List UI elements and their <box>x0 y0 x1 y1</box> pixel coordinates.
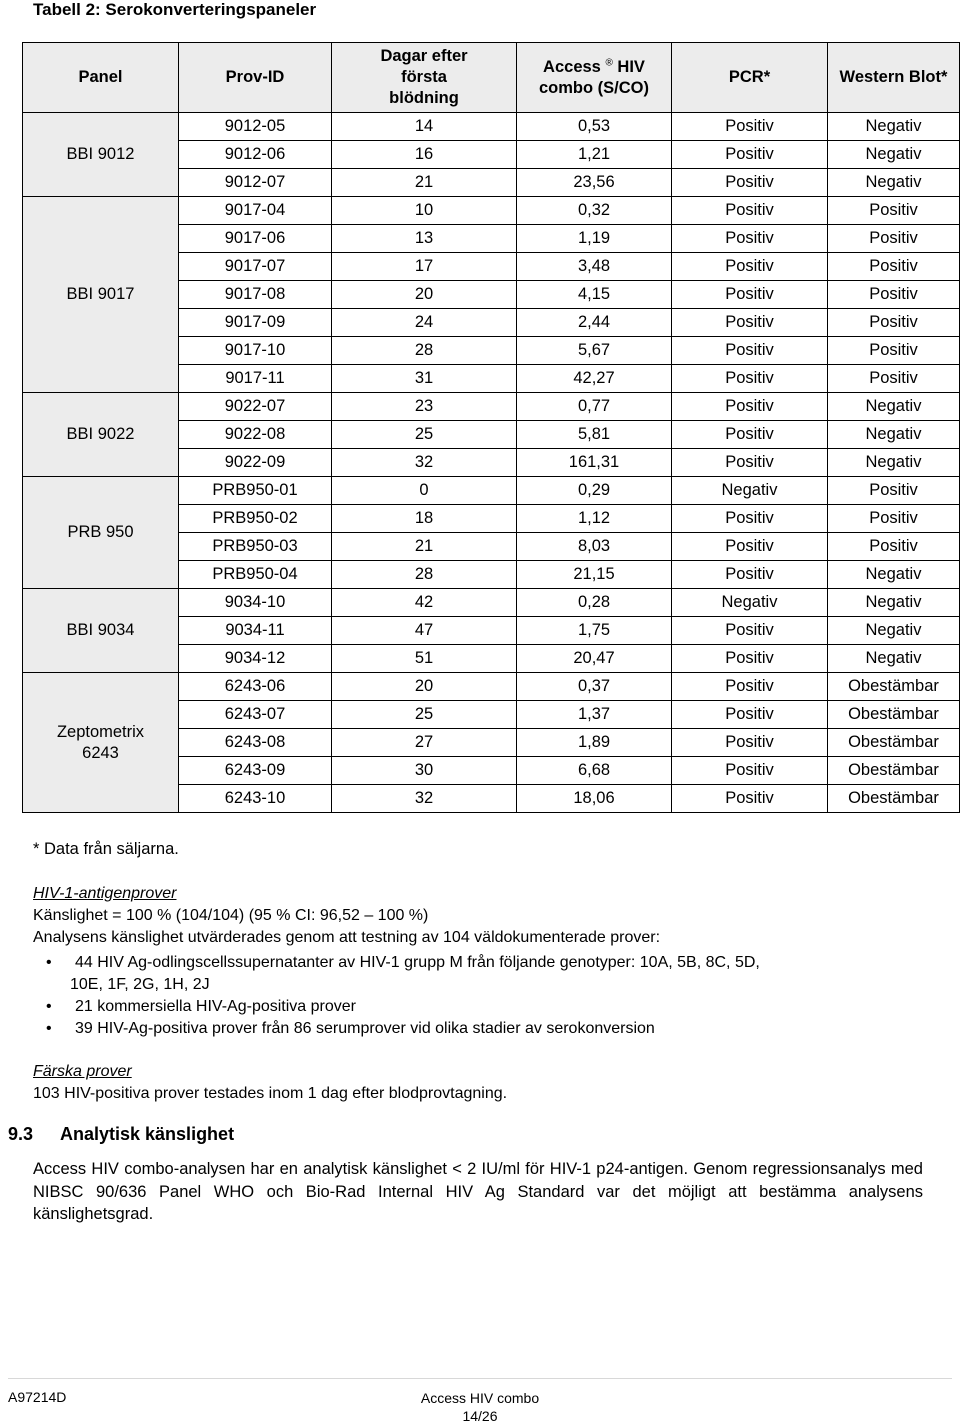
header-prov-id: Prov-ID <box>179 43 332 113</box>
bullet-text: 21 kommersiella HIV-Ag-positiva prover <box>75 998 356 1015</box>
cell-western-blot: Positiv <box>828 533 960 561</box>
header-access-line2: combo (S/CO) <box>539 78 649 97</box>
bullet-icon: • <box>46 998 52 1015</box>
bullet-text: 10E, 1F, 2G, 1H, 2J <box>70 976 210 993</box>
cell-days: 25 <box>332 421 517 449</box>
list-item <box>33 996 933 1018</box>
cell-days: 14 <box>332 113 517 141</box>
cell-days: 25 <box>332 701 517 729</box>
bullet-text: 39 HIV-Ag-positiva prover från 86 serumprover vid olika stadier av serokonversion <box>75 1020 655 1037</box>
cell-pcr: Negativ <box>672 589 828 617</box>
table-row <box>23 393 960 421</box>
cell-pcr: Positiv <box>672 281 828 309</box>
cell-prov-id: 6243-08 <box>179 729 332 757</box>
table-row <box>23 113 960 141</box>
cell-days: 16 <box>332 141 517 169</box>
cell-pcr: Positiv <box>672 449 828 477</box>
bullet-icon: • <box>46 1020 52 1037</box>
cell-western-blot: Obestämbar <box>828 701 960 729</box>
cell-access-value: 4,15 <box>517 281 672 309</box>
cell-prov-id: 9022-07 <box>179 393 332 421</box>
cell-pcr: Positiv <box>672 757 828 785</box>
cell-western-blot: Negativ <box>828 393 960 421</box>
cell-days: 24 <box>332 309 517 337</box>
cell-access-value: 161,31 <box>517 449 672 477</box>
cell-western-blot: Positiv <box>828 197 960 225</box>
cell-access-value: 1,75 <box>517 617 672 645</box>
cell-pcr: Positiv <box>672 561 828 589</box>
cell-prov-id: 9017-10 <box>179 337 332 365</box>
footer-product: Access HIV combo <box>420 1390 540 1406</box>
cell-prov-id: 6243-09 <box>179 757 332 785</box>
registered-mark: ® <box>605 57 613 68</box>
cell-prov-id: 9017-06 <box>179 225 332 253</box>
table-row <box>23 673 960 701</box>
cell-access-value: 0,32 <box>517 197 672 225</box>
list-item <box>33 1018 933 1040</box>
cell-prov-id: 9017-08 <box>179 281 332 309</box>
section-number: 9.3 <box>8 1124 34 1144</box>
panel-name-cell <box>23 197 179 393</box>
cell-prov-id: PRB950-02 <box>179 505 332 533</box>
cell-access-value: 3,48 <box>517 253 672 281</box>
cell-days: 27 <box>332 729 517 757</box>
panel-name-line: BBI 9022 <box>66 425 135 443</box>
panel-name-line: BBI 9034 <box>66 621 135 639</box>
cell-western-blot: Positiv <box>828 225 960 253</box>
cell-days: 20 <box>332 673 517 701</box>
cell-days: 32 <box>332 449 517 477</box>
cell-days: 42 <box>332 589 517 617</box>
cell-pcr: Positiv <box>672 309 828 337</box>
footnote: * Data från säljarna. <box>33 840 179 858</box>
cell-pcr: Positiv <box>672 505 828 533</box>
cell-western-blot: Obestämbar <box>828 785 960 813</box>
cell-western-blot: Positiv <box>828 337 960 365</box>
cell-western-blot: Obestämbar <box>828 757 960 785</box>
footer-divider <box>8 1378 952 1379</box>
cell-prov-id: 9012-06 <box>179 141 332 169</box>
table-row <box>23 197 960 225</box>
cell-western-blot: Obestämbar <box>828 673 960 701</box>
header-days-line3: blödning <box>389 89 459 107</box>
fresh-heading: Färska prover <box>33 1063 132 1080</box>
table-body <box>23 113 960 813</box>
cell-pcr: Positiv <box>672 253 828 281</box>
cell-western-blot: Negativ <box>828 421 960 449</box>
cell-days: 17 <box>332 253 517 281</box>
cell-western-blot: Negativ <box>828 449 960 477</box>
cell-access-value: 5,81 <box>517 421 672 449</box>
cell-pcr: Positiv <box>672 113 828 141</box>
cell-days: 47 <box>332 617 517 645</box>
cell-pcr: Positiv <box>672 673 828 701</box>
cell-western-blot: Positiv <box>828 281 960 309</box>
cell-access-value: 42,27 <box>517 365 672 393</box>
cell-days: 28 <box>332 337 517 365</box>
antigen-heading: HIV-1-antigenprover <box>33 885 177 902</box>
panel-name-cell <box>23 673 179 813</box>
section-heading <box>8 1124 234 1145</box>
cell-access-value: 20,47 <box>517 645 672 673</box>
cell-prov-id: 9022-08 <box>179 421 332 449</box>
antigen-intro: Analysens känslighet utvärderades genom att testning av 104 väldokumenterade prover: <box>33 929 661 946</box>
cell-western-blot: Negativ <box>828 589 960 617</box>
cell-days: 31 <box>332 365 517 393</box>
header-western-blot: Western Blot* <box>828 43 960 113</box>
cell-prov-id: 9034-12 <box>179 645 332 673</box>
cell-access-value: 1,19 <box>517 225 672 253</box>
header-days-line1: Dagar efter <box>380 47 468 65</box>
cell-western-blot: Negativ <box>828 617 960 645</box>
panel-name-line: 6243 <box>82 743 119 762</box>
cell-pcr: Positiv <box>672 617 828 645</box>
cell-prov-id: 9017-07 <box>179 253 332 281</box>
cell-prov-id: 6243-07 <box>179 701 332 729</box>
cell-access-value: 0,29 <box>517 477 672 505</box>
cell-days: 13 <box>332 225 517 253</box>
cell-pcr: Positiv <box>672 225 828 253</box>
cell-western-blot: Obestämbar <box>828 729 960 757</box>
cell-days: 0 <box>332 477 517 505</box>
cell-prov-id: 9022-09 <box>179 449 332 477</box>
cell-western-blot: Positiv <box>828 253 960 281</box>
cell-pcr: Positiv <box>672 169 828 197</box>
header-days <box>332 43 517 113</box>
cell-pcr: Positiv <box>672 533 828 561</box>
cell-prov-id: PRB950-01 <box>179 477 332 505</box>
list-item <box>33 952 933 974</box>
cell-days: 21 <box>332 533 517 561</box>
cell-pcr: Positiv <box>672 197 828 225</box>
cell-prov-id: 9017-09 <box>179 309 332 337</box>
cell-pcr: Positiv <box>672 141 828 169</box>
cell-prov-id: 9034-10 <box>179 589 332 617</box>
cell-days: 32 <box>332 785 517 813</box>
header-pcr: PCR* <box>672 43 828 113</box>
table-title: Tabell 2: Serokonverteringspaneler <box>33 0 317 19</box>
cell-western-blot: Negativ <box>828 645 960 673</box>
bullet-icon: • <box>46 954 52 971</box>
cell-access-value: 18,06 <box>517 785 672 813</box>
cell-access-value: 5,67 <box>517 337 672 365</box>
cell-prov-id: 9017-11 <box>179 365 332 393</box>
cell-western-blot: Negativ <box>828 113 960 141</box>
cell-western-blot: Positiv <box>828 505 960 533</box>
cell-access-value: 1,12 <box>517 505 672 533</box>
cell-prov-id: 9012-05 <box>179 113 332 141</box>
panel-name-cell <box>23 113 179 197</box>
bullet-text: 44 HIV Ag-odlingscellssupernatanter av HIV-1 grupp M från följande genotyper: 10A, 5B, 8C, 5D, <box>75 954 760 971</box>
cell-pcr: Positiv <box>672 645 828 673</box>
header-access <box>517 43 672 113</box>
cell-days: 23 <box>332 393 517 421</box>
panel-name-line: BBI 9012 <box>66 145 135 163</box>
header-access-brand: Access <box>543 57 601 76</box>
footer-center <box>0 1389 960 1425</box>
header-access-hiv: HIV <box>617 57 645 76</box>
panel-name-cell <box>23 589 179 673</box>
cell-western-blot: Negativ <box>828 169 960 197</box>
cell-access-value: 0,53 <box>517 113 672 141</box>
cell-western-blot: Positiv <box>828 309 960 337</box>
table-header-row <box>23 43 960 113</box>
cell-pcr: Positiv <box>672 785 828 813</box>
cell-western-blot: Positiv <box>828 365 960 393</box>
cell-pcr: Positiv <box>672 393 828 421</box>
cell-prov-id: 9034-11 <box>179 617 332 645</box>
cell-pcr: Positiv <box>672 421 828 449</box>
cell-pcr: Negativ <box>672 477 828 505</box>
antigen-bullet-list <box>33 952 933 1040</box>
panel-name-line: PRB 950 <box>67 523 134 541</box>
cell-access-value: 21,15 <box>517 561 672 589</box>
table-row <box>23 477 960 505</box>
cell-days: 20 <box>332 281 517 309</box>
cell-days: 30 <box>332 757 517 785</box>
cell-access-value: 6,68 <box>517 757 672 785</box>
panel-name-line: Zeptometrix <box>56 722 145 741</box>
cell-prov-id: 9017-04 <box>179 197 332 225</box>
cell-access-value: 1,89 <box>517 729 672 757</box>
cell-days: 18 <box>332 505 517 533</box>
cell-access-value: 0,28 <box>517 589 672 617</box>
cell-prov-id: PRB950-04 <box>179 561 332 589</box>
cell-days: 51 <box>332 645 517 673</box>
fresh-text: 103 HIV-positiva prover testades inom 1 dag efter blodprovtagning. <box>33 1085 508 1102</box>
cell-days: 21 <box>332 169 517 197</box>
footer-page-number: 14/26 <box>462 1408 498 1424</box>
cell-prov-id: PRB950-03 <box>179 533 332 561</box>
cell-western-blot: Negativ <box>828 561 960 589</box>
footer-doc-id: A97214D <box>8 1389 67 1405</box>
cell-access-value: 1,37 <box>517 701 672 729</box>
list-item-continuation <box>33 974 933 996</box>
cell-access-value: 0,37 <box>517 673 672 701</box>
header-panel: Panel <box>23 43 179 113</box>
cell-pcr: Positiv <box>672 729 828 757</box>
cell-prov-id: 9012-07 <box>179 169 332 197</box>
cell-access-value: 2,44 <box>517 309 672 337</box>
cell-access-value: 0,77 <box>517 393 672 421</box>
cell-access-value: 1,21 <box>517 141 672 169</box>
cell-access-value: 23,56 <box>517 169 672 197</box>
cell-western-blot: Positiv <box>828 477 960 505</box>
panel-name-line: BBI 9017 <box>66 285 135 303</box>
section-title: Analytisk känslighet <box>60 1124 235 1144</box>
cell-pcr: Positiv <box>672 365 828 393</box>
cell-access-value: 8,03 <box>517 533 672 561</box>
cell-pcr: Positiv <box>672 701 828 729</box>
cell-western-blot: Negativ <box>828 141 960 169</box>
cell-days: 10 <box>332 197 517 225</box>
cell-prov-id: 6243-10 <box>179 785 332 813</box>
cell-pcr: Positiv <box>672 337 828 365</box>
cell-prov-id: 6243-06 <box>179 673 332 701</box>
panel-name-cell <box>23 477 179 589</box>
section-paragraph: Access HIV combo-analysen har en analytisk känslighet < 2 IU/ml för HIV-1 p24-antigen. Genom regressionsanalys med NIBSC 90/636 Panel WHO och Bio-Rad Internal HIV Ag Standard var det möjligt att bestämma analysens känslighetsgrad. <box>33 1160 923 1223</box>
table-row <box>23 589 960 617</box>
panel-name-cell <box>23 393 179 477</box>
header-days-line2: första <box>401 68 447 86</box>
cell-days: 28 <box>332 561 517 589</box>
antigen-sensitivity: Känslighet = 100 % (104/104) (95 % CI: 96,52 – 100 %) <box>33 907 429 924</box>
seroconversion-table <box>22 42 960 813</box>
